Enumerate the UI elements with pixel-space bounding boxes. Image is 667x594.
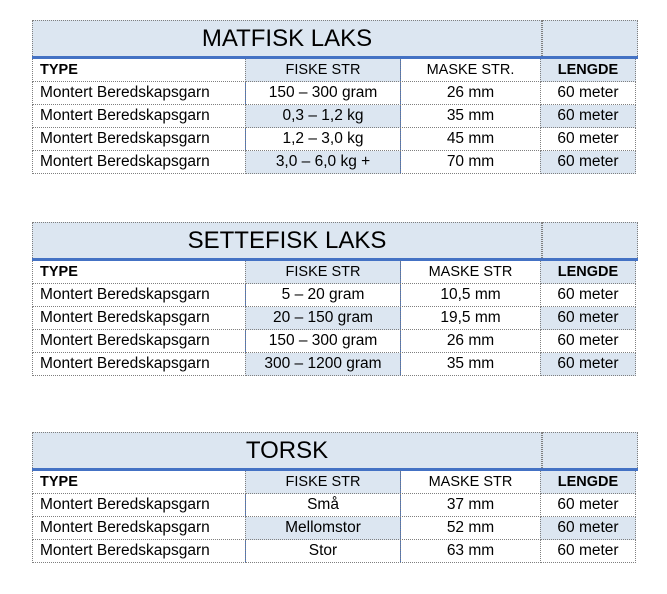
cell-maske-str: 45 mm (400, 128, 541, 151)
cell-lengde: 60 meter (540, 353, 636, 376)
header-lengde: LENGDE (540, 261, 636, 284)
table-title-spacer (542, 20, 638, 56)
cell-lengde: 60 meter (540, 128, 636, 151)
cell-maske-str: 35 mm (400, 353, 541, 376)
cell-lengde: 60 meter (540, 307, 636, 330)
header-type: TYPE (32, 59, 246, 82)
cell-maske-str: 19,5 mm (400, 307, 541, 330)
header-lengde: LENGDE (540, 59, 636, 82)
cell-maske-str: 35 mm (400, 105, 541, 128)
header-fiske-str: FISKE STR (245, 261, 401, 284)
table-row (32, 105, 638, 128)
table-row (32, 494, 638, 517)
header-fiske-str: FISKE STR (245, 471, 401, 494)
table-title: TORSK (32, 432, 542, 468)
table-row (32, 353, 638, 376)
table-row (32, 82, 638, 105)
table-title-row (32, 222, 638, 261)
cell-lengde: 60 meter (540, 330, 636, 353)
cell-maske-str: 70 mm (400, 151, 541, 174)
cell-type: Montert Beredskapsgarn (32, 517, 246, 540)
cell-type: Montert Beredskapsgarn (32, 330, 246, 353)
cell-type: Montert Beredskapsgarn (32, 284, 246, 307)
table-row (32, 307, 638, 330)
table-row (32, 330, 638, 353)
cell-fiske-str: Stor (245, 540, 401, 563)
header-row (32, 59, 638, 82)
table-title: SETTEFISK LAKS (32, 222, 542, 258)
cell-lengde: 60 meter (540, 494, 636, 517)
header-maske-str: MASKE STR (400, 261, 541, 284)
cell-lengde: 60 meter (540, 105, 636, 128)
cell-fiske-str: 0,3 – 1,2 kg (245, 105, 401, 128)
cell-maske-str: 37 mm (400, 494, 541, 517)
header-lengde: LENGDE (540, 471, 636, 494)
cell-maske-str: 26 mm (400, 330, 541, 353)
cell-maske-str: 63 mm (400, 540, 541, 563)
header-maske-str: MASKE STR (400, 471, 541, 494)
cell-type: Montert Beredskapsgarn (32, 494, 246, 517)
cell-fiske-str: Små (245, 494, 401, 517)
cell-type: Montert Beredskapsgarn (32, 353, 246, 376)
header-row (32, 471, 638, 494)
table-row (32, 128, 638, 151)
table-title-row (32, 432, 638, 471)
header-type: TYPE (32, 261, 246, 284)
cell-fiske-str: 1,2 – 3,0 kg (245, 128, 401, 151)
table-row (32, 517, 638, 540)
cell-maske-str: 26 mm (400, 82, 541, 105)
cell-lengde: 60 meter (540, 82, 636, 105)
cell-type: Montert Beredskapsgarn (32, 82, 246, 105)
header-fiske-str: FISKE STR (245, 59, 401, 82)
table-settefisk-laks (32, 222, 638, 376)
table-title: MATFISK LAKS (32, 20, 542, 56)
cell-type: Montert Beredskapsgarn (32, 105, 246, 128)
cell-type: Montert Beredskapsgarn (32, 307, 246, 330)
table-row (32, 540, 638, 563)
header-row (32, 261, 638, 284)
cell-fiske-str: Mellomstor (245, 517, 401, 540)
cell-type: Montert Beredskapsgarn (32, 151, 246, 174)
cell-lengde: 60 meter (540, 540, 636, 563)
table-row (32, 151, 638, 174)
cell-type: Montert Beredskapsgarn (32, 128, 246, 151)
cell-lengde: 60 meter (540, 151, 636, 174)
cell-fiske-str: 300 – 1200 gram (245, 353, 401, 376)
table-title-spacer (542, 432, 638, 468)
table-title-row (32, 20, 638, 59)
table-title-spacer (542, 222, 638, 258)
cell-lengde: 60 meter (540, 284, 636, 307)
cell-fiske-str: 20 – 150 gram (245, 307, 401, 330)
cell-fiske-str: 150 – 300 gram (245, 330, 401, 353)
cell-maske-str: 52 mm (400, 517, 541, 540)
table-row (32, 284, 638, 307)
cell-type: Montert Beredskapsgarn (32, 540, 246, 563)
cell-lengde: 60 meter (540, 517, 636, 540)
header-maske-str: MASKE STR. (400, 59, 541, 82)
header-type: TYPE (32, 471, 246, 494)
cell-fiske-str: 5 – 20 gram (245, 284, 401, 307)
cell-fiske-str: 3,0 – 6,0 kg + (245, 151, 401, 174)
table-matfisk-laks (32, 20, 638, 174)
cell-fiske-str: 150 – 300 gram (245, 82, 401, 105)
table-torsk (32, 432, 638, 563)
cell-maske-str: 10,5 mm (400, 284, 541, 307)
